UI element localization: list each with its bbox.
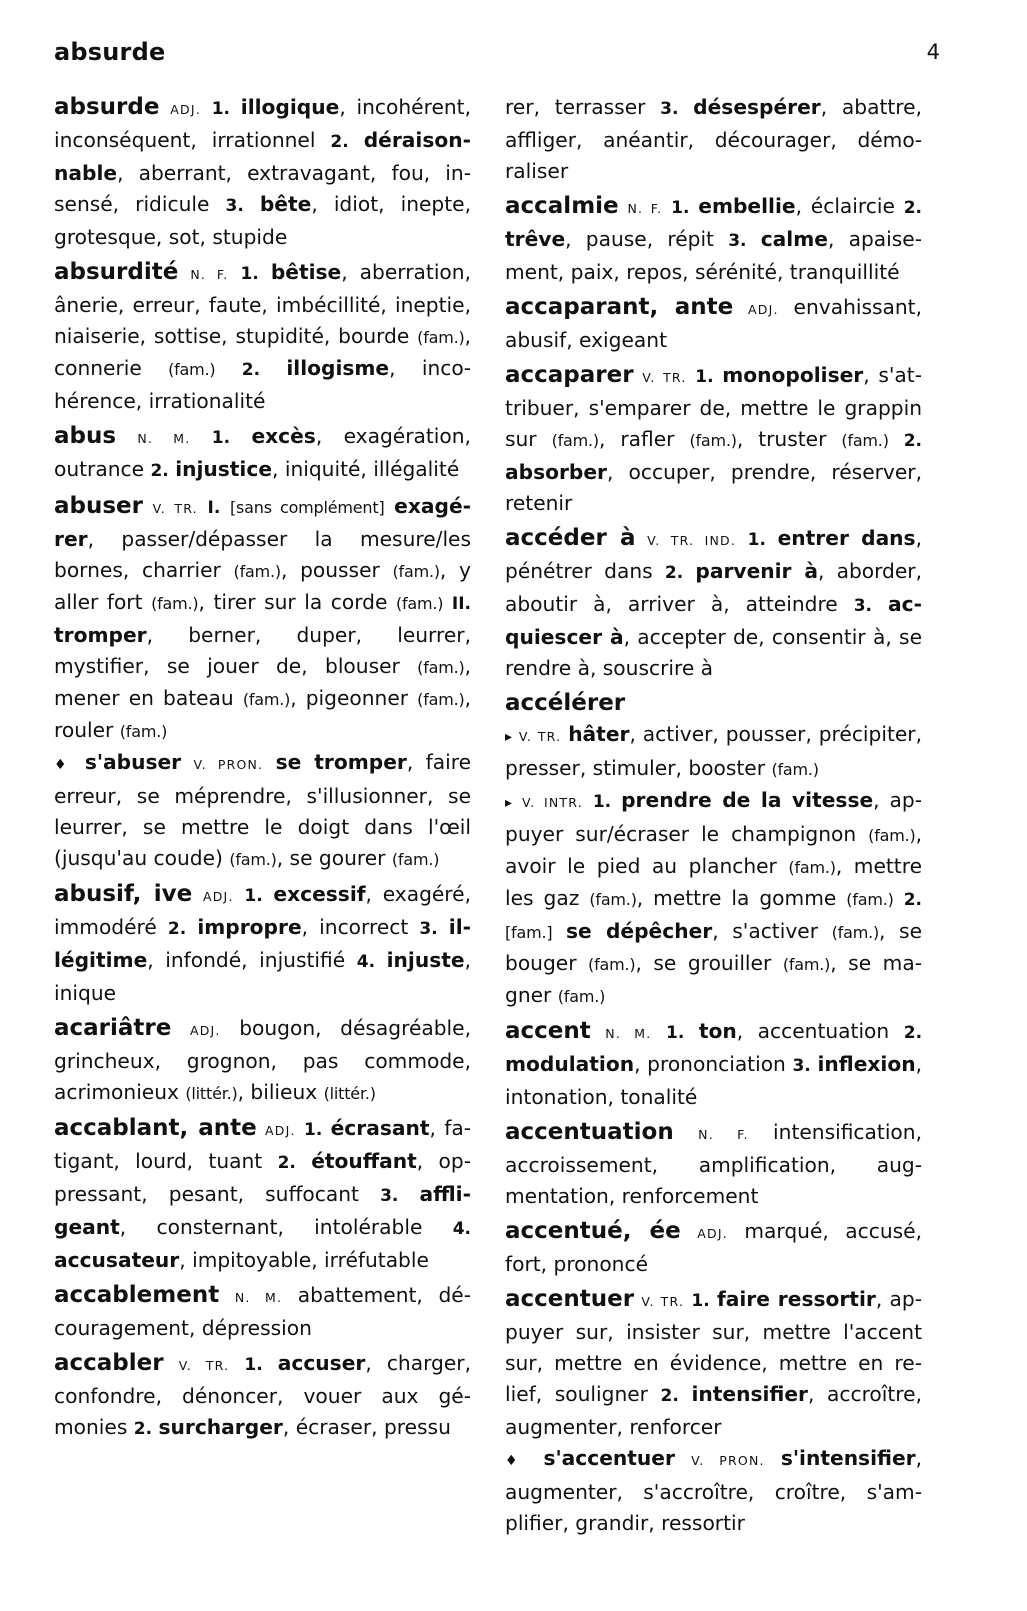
entry-accaparant	[505, 292, 922, 356]
keyword: accuser	[277, 1351, 366, 1375]
accentuer-pronominal	[505, 1443, 922, 1539]
register-label: (fam.)	[557, 987, 606, 1006]
definition-text: , inique	[54, 948, 471, 1005]
accelerer-transitive	[505, 719, 922, 785]
definition-text: , passer/dépasser la mesure/les bornes, charrier	[54, 527, 471, 582]
register-label: (fam.)	[242, 690, 291, 709]
keyword: illogique	[240, 95, 340, 119]
definition-text: , bilieux	[237, 1080, 324, 1104]
definition-text: rer, terrasser	[505, 95, 661, 119]
keyword: excès	[251, 424, 316, 448]
entry-accent	[505, 1016, 922, 1113]
entry-accabler-continued	[505, 92, 922, 187]
definition-text: , se bouger	[505, 919, 922, 975]
register-label: (fam.)	[551, 431, 599, 450]
definition-text: , aberrant, extravagant, fou, insensé, ridicule	[54, 161, 471, 216]
sense-number: 1.	[303, 1120, 323, 1140]
sense-number: 2.	[660, 1386, 679, 1406]
grammar-label: ADJ.	[170, 102, 201, 117]
register-label: (fam.)	[151, 594, 199, 613]
definition-text: , faire erreur, se méprendre, s'illusionner, se leurrer, se mettre le doigt dans l'œil (jusqu'au coude)	[54, 750, 471, 870]
entry-absurde	[54, 92, 471, 253]
definition-text: , incohérent, inconséquent, irrationnel	[54, 95, 471, 152]
entry-accablant	[54, 1113, 471, 1276]
headword: abusif, ive	[54, 881, 193, 907]
keyword: exagérer	[54, 494, 472, 551]
sense-number: 2.	[903, 890, 922, 910]
register-label: (fam.)	[589, 890, 637, 909]
keyword: modulation	[505, 1052, 635, 1076]
keyword: bêtise	[270, 260, 342, 284]
keyword: injuste	[386, 948, 465, 972]
diamond-icon: ♦	[54, 757, 73, 773]
keyword: absorber	[505, 460, 608, 484]
triangle-right-icon: ▸	[505, 729, 513, 745]
keyword: accusateur	[54, 1248, 180, 1272]
headword: absurde	[54, 94, 160, 120]
sense-number: I.	[207, 498, 221, 518]
entry-accablement	[54, 1280, 471, 1344]
sense-number: 1.	[691, 1291, 710, 1311]
sense-number: 3.	[853, 596, 873, 616]
entry-acceder	[505, 523, 922, 684]
keyword: tromper	[54, 623, 147, 647]
keyword: bête	[259, 192, 312, 216]
entry-accalmie	[505, 191, 922, 288]
keyword: écrasant	[330, 1116, 430, 1140]
diamond-icon: ♦	[505, 1453, 528, 1469]
sense-number: 2.	[241, 360, 261, 380]
left-column	[54, 92, 471, 1449]
keyword: monopoliser	[722, 363, 864, 387]
entry-accentue	[505, 1216, 922, 1280]
entry-absurdite	[54, 257, 471, 417]
keyword: prendre de la vitesse	[621, 788, 874, 812]
accelerer-intransitive	[505, 785, 922, 1012]
definition-text: , exagéré, immodéré	[54, 882, 472, 939]
register-label: (fam.)	[841, 431, 889, 450]
definition-text: , pousser	[280, 558, 393, 582]
headword: accaparant, ante	[505, 294, 734, 320]
sense-number: 2.	[903, 1023, 923, 1043]
definition-text: , écraser, pressu	[282, 1415, 451, 1439]
keyword: étouffant	[311, 1149, 417, 1173]
page-header	[54, 38, 940, 78]
definition-text: , connerie	[54, 324, 471, 380]
grammar-label: V. TR.	[518, 729, 562, 744]
keyword: parvenir à	[695, 559, 818, 583]
entry-accabler	[54, 1348, 471, 1445]
entry-acariatre	[54, 1013, 471, 1109]
headword: abuser	[54, 493, 143, 519]
keyword: ton	[698, 1019, 737, 1043]
headword: accélérer	[505, 690, 626, 716]
headword: accent	[505, 1018, 591, 1044]
sense-number: 2.	[133, 1419, 153, 1439]
definition-text: , truster	[736, 427, 842, 451]
keyword: désespérer	[693, 95, 821, 119]
grammar-label: N. F.	[698, 1127, 749, 1142]
definition-text: , accepter de, consentir à, se rendre à, souscrire à	[505, 625, 922, 680]
headword: accaparer	[505, 362, 634, 388]
page-number: 4	[926, 40, 940, 64]
keyword: s'intensifier	[780, 1446, 916, 1470]
keyword: injustice	[175, 457, 273, 481]
grammar-label: ADJ.	[202, 889, 234, 904]
sense-number: 2.	[330, 132, 349, 152]
sense-number: 1.	[671, 198, 690, 218]
definition-text	[215, 356, 241, 380]
definition-text: , mener en bateau	[54, 654, 471, 710]
definition-text: , occuper, prendre, réserver, retenir	[505, 460, 922, 515]
sense-number: 3.	[380, 1186, 399, 1206]
register-label: (fam.)	[782, 955, 831, 974]
sense-number: 1.	[747, 530, 766, 550]
headword: accéder à	[505, 525, 636, 551]
definition-text: , se gourer	[276, 846, 392, 870]
keyword: hâter	[568, 722, 630, 746]
definition-text: , se magner	[505, 951, 922, 1007]
running-head: absurde	[54, 38, 166, 66]
definition-text: , activer, pousser, précipiter, presser, stimuler, booster	[505, 722, 923, 780]
definition-text: , accroître, augmenter, renforcer	[505, 1382, 922, 1439]
definition-text: , infondé, injustifié	[147, 948, 357, 972]
keyword: faire ressortir	[716, 1287, 876, 1311]
register-label: (fam.)	[391, 850, 440, 869]
register-label: (fam.)	[417, 328, 465, 347]
sense-number: 1.	[244, 886, 263, 906]
grammar-label: V. TR.	[152, 501, 198, 516]
keyword: entrer dans	[777, 526, 916, 550]
definition-text: , appuyer sur/écraser le champignon	[505, 788, 923, 846]
register-label: (fam.)	[119, 722, 168, 741]
sense-number: 1.	[240, 264, 259, 284]
entry-accentuer	[505, 1284, 922, 1539]
entry-abusif	[54, 879, 471, 1009]
headword: accabler	[54, 1350, 164, 1376]
definition-text: , pénétrer dans	[505, 526, 922, 583]
grammar-label: ADJ.	[748, 302, 779, 317]
sense-number: 3.	[792, 1056, 811, 1076]
definition-text: , appuyer sur, insister sur, mettre l'accent sur, mettre en évidence, mettre en relief, souligner	[505, 1287, 922, 1406]
sense-number: 1.	[244, 1355, 263, 1375]
definition-text: , mettre les gaz	[505, 854, 922, 910]
grammar-label: V. PRON.	[193, 757, 264, 772]
sense-number: 2.	[150, 461, 169, 481]
accelerer-headword	[505, 688, 922, 719]
accentuer-main	[505, 1284, 922, 1443]
keyword: intensifier	[691, 1382, 808, 1406]
register-label: (fam.)	[588, 955, 636, 974]
grammar-label: ADJ.	[697, 1226, 728, 1241]
register-label: (fam.)	[868, 826, 916, 845]
definition-text: marqué, accusé, fort, prononcé	[505, 1219, 923, 1276]
sense-number: 1.	[211, 99, 230, 119]
headword: accablement	[54, 1282, 220, 1308]
entry-abuser	[54, 491, 471, 875]
definition-text: , iniquité, illégalité	[272, 457, 460, 481]
grammar-label: V. TR.	[642, 370, 687, 385]
right-column	[505, 92, 922, 1543]
sense-number: 1.	[695, 367, 714, 387]
headword: accentuer	[505, 1286, 635, 1312]
abuser-pronominal	[54, 747, 471, 875]
definition-text: bougon, désagréable, grincheux, grognon, pas commode, acrimonieux	[54, 1016, 471, 1104]
definition-text: , pause, répit	[565, 227, 729, 251]
register-label: (fam.)	[831, 923, 880, 942]
keyword: surcharger	[158, 1415, 283, 1439]
headword: absurdité	[54, 259, 179, 285]
keyword: affligeant	[54, 1182, 471, 1239]
keyword: impropre	[197, 915, 302, 939]
definition-text: , avoir le pied au plancher	[505, 822, 922, 878]
register-label: (littér.)	[185, 1084, 238, 1103]
entry-accelerer	[505, 688, 922, 1012]
keyword: illégitime	[54, 915, 472, 972]
headword: abus	[54, 423, 117, 449]
grammar-label: N. M.	[137, 431, 191, 446]
definition-text: , idiot, inepte, grotesque, sot, stupide	[54, 192, 472, 249]
register-label: (fam.)	[417, 690, 465, 709]
definition-text: , se grouiller	[635, 951, 783, 975]
definition-text: , rafler	[598, 427, 690, 451]
definition-text: , abattre, affliger, anéantir, décourager, démoraliser	[505, 95, 922, 183]
grammar-label: N. F.	[627, 201, 663, 216]
sense-number: 3.	[225, 196, 244, 216]
definition-text	[894, 886, 904, 910]
definition-text: , intonation, tonalité	[505, 1052, 922, 1109]
definition-text: , pigeonner	[290, 686, 418, 710]
definition-text: , charger, confondre, dénoncer, vouer aux gémonies	[54, 1351, 471, 1439]
sense-number: II.	[451, 594, 471, 614]
register-label: (fam.)	[233, 562, 281, 581]
definition-text: , berner, duper, leurrer, mystifier, se jouer de, blouser	[54, 623, 471, 678]
definition-text: intensification, accroissement, amplification, augmentation, renforcement	[505, 1120, 922, 1208]
sense-number: 3.	[660, 99, 679, 119]
definition-text: , s'attribuer, s'emparer de, mettre le grappin sur	[505, 363, 923, 451]
definition-text: abattement, découragement, dépression	[54, 1283, 472, 1340]
sense-number: 1.	[592, 792, 612, 812]
register-label: (fam.)	[771, 760, 819, 779]
definition-text: , augmenter, s'accroître, croître, s'amplifier, grandir, ressortir	[505, 1446, 923, 1535]
headword: accablant, ante	[54, 1115, 257, 1141]
definition-text	[443, 590, 452, 614]
register-label: (fam.)	[168, 360, 216, 379]
keyword: trêve	[505, 227, 566, 251]
triangle-right-icon: ▸	[505, 795, 513, 811]
definition-text: , mettre la gomme	[636, 886, 847, 910]
headword: acariâtre	[54, 1015, 172, 1041]
sense-number: 4.	[452, 1219, 471, 1239]
sense-number: 2.	[277, 1153, 296, 1173]
keyword: excessif	[273, 882, 366, 906]
register-label: (fam.)	[395, 594, 444, 613]
keyword: déraisonnable	[54, 128, 471, 185]
register-label: (fam.)	[689, 431, 737, 450]
sense-number: 4.	[356, 952, 376, 972]
grammar-label: V. INTR.	[521, 795, 583, 810]
sense-number: 2.	[664, 563, 684, 583]
keyword: illogisme	[286, 356, 390, 380]
sense-number: 1.	[666, 1023, 685, 1043]
entry-accentuation	[505, 1117, 922, 1212]
sense-number: 2.	[903, 198, 923, 218]
keyword: se tromper	[275, 750, 407, 774]
register-label: (fam.)	[417, 658, 465, 677]
headword: accentuation	[505, 1119, 674, 1145]
definition-text: , s'activer	[712, 919, 832, 943]
keyword: embellie	[698, 194, 796, 218]
definition-text: , éclaircie	[795, 194, 904, 218]
sense-number: 3.	[419, 919, 438, 939]
definition-text: , y aller fort	[54, 558, 472, 614]
keyword: calme	[760, 227, 828, 251]
sense-number: 3.	[728, 231, 747, 251]
register-label: (fam.)	[392, 562, 440, 581]
definition-text: , aberration, ânerie, erreur, faute, imbécillité, ineptie, niaiserie, sottise, stupidité, bourde	[54, 260, 471, 348]
register-label: (fam.)	[788, 858, 836, 877]
sense-number: 1.	[211, 428, 231, 448]
sense-number: 2.	[903, 431, 923, 451]
register-label: [fam.]	[505, 923, 553, 942]
keyword: se dépêcher	[566, 919, 713, 943]
register-label: (fam.)	[846, 890, 894, 909]
register-label: (littér.)	[323, 1084, 376, 1103]
grammar-label: N. F.	[190, 267, 229, 282]
definition-text: , rouler	[54, 686, 471, 742]
definition-text: , oppressant, pesant, suffocant	[54, 1149, 472, 1206]
headword: accentué, ée	[505, 1218, 681, 1244]
grammar-label: V. PRON.	[691, 1453, 765, 1468]
sense-number: 2.	[167, 919, 187, 939]
definition-text	[889, 427, 904, 451]
definition-text: , aborder, aboutir à, arriver à, atteindre	[505, 559, 923, 616]
entry-accaparer	[505, 360, 922, 519]
definition-text: , prononciation	[634, 1052, 793, 1076]
headword: accalmie	[505, 193, 619, 219]
definition-text: , incohérence, irrationalité	[54, 356, 471, 413]
entry-abus	[54, 421, 471, 487]
definition-text: , accentuation	[736, 1019, 904, 1043]
definition-text: , impitoyable, irréfutable	[179, 1248, 429, 1272]
keyword: acquiescer à	[505, 592, 922, 649]
keyword: s'accentuer	[543, 1446, 675, 1470]
grammar-label: ADJ.	[189, 1023, 221, 1038]
grammar-label: N. M.	[234, 1290, 283, 1305]
definition-text: envahissant, abusif, exigeant	[505, 295, 923, 352]
definition-text: , tirer sur la corde	[198, 590, 396, 614]
keyword: inflexion	[817, 1052, 916, 1076]
definition-text: , apaisement, paix, repos, sérénité, tranquillité	[505, 227, 923, 284]
keyword: s'abuser	[84, 750, 182, 774]
definition-text: , fatigant, lourd, tuant	[54, 1116, 472, 1173]
abuser-main	[54, 491, 471, 747]
grammar-label: V. TR.	[641, 1294, 685, 1309]
register-label: [sans complément]	[230, 498, 385, 517]
grammar-label: V. TR.	[178, 1358, 230, 1373]
definition-text: , exagération, outrance	[54, 424, 471, 481]
definition-text: , incorrect	[301, 915, 420, 939]
definition-text: , consternant, intolérable	[119, 1215, 453, 1239]
grammar-label: V. TR. IND.	[647, 533, 737, 548]
grammar-label: ADJ.	[265, 1123, 296, 1138]
grammar-label: N. M.	[605, 1026, 652, 1041]
register-label: (fam.)	[229, 850, 277, 869]
